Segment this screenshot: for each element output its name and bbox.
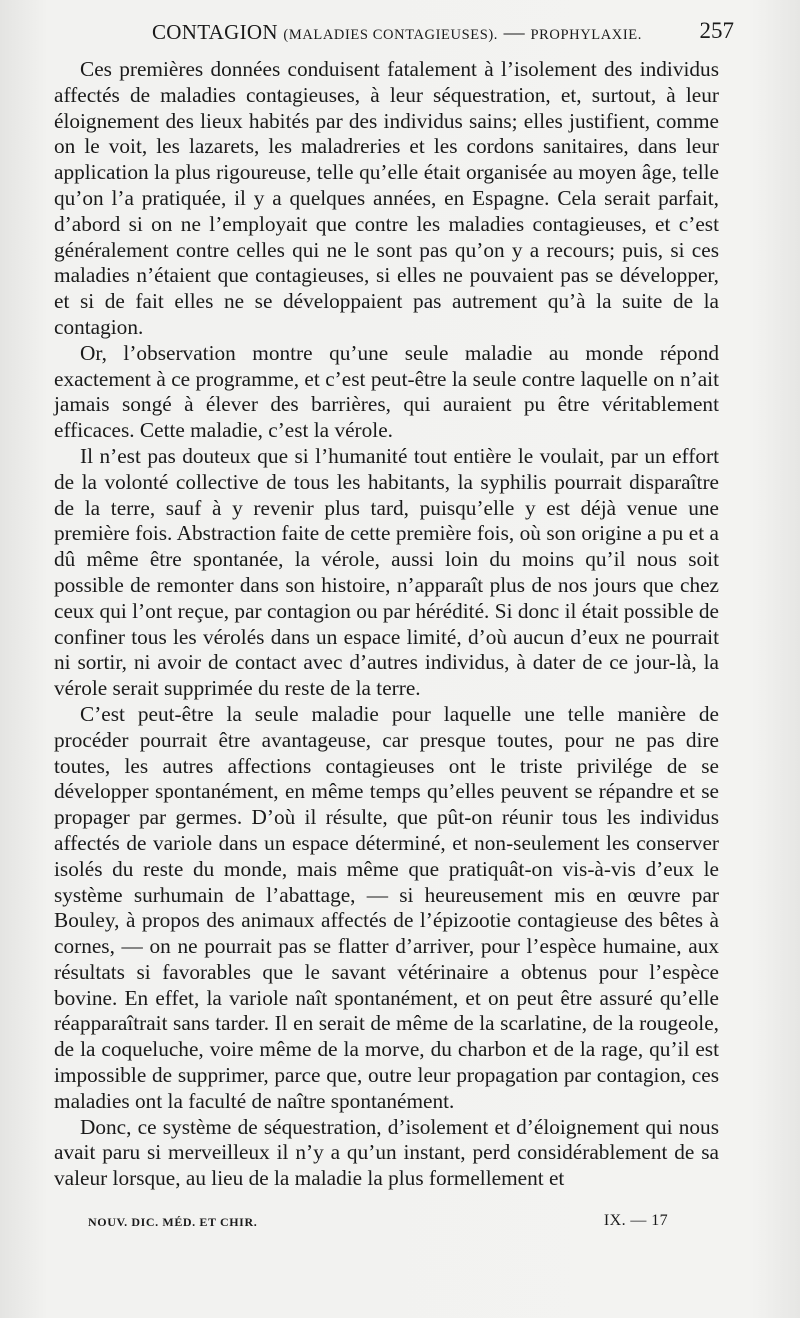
running-title-main: CONTAGION [152, 20, 278, 44]
paragraph: C’est peut-être la seule maladie pour laquelle une telle manière de procéder pourrait être avantageuse, car presque toutes, pour ne pas dire toutes, les autres affections contagieuses ont le triste privilége de se développer spontanément, en même temps qu’elles peuvent se répandre et se propager par germes. D’où il résulte, que pût-on réunir tous les individus affectés de variole dans un espace déterminé, et non-seulement les conserver isolés du reste du monde, mais même que pratiquât-on vis-à-vis d’eux le système surhumain de l’abattage, — si heureusement mis en œuvre par Bouley, à propos des animaux affectés de l’épizootie contagieuse des bêtes à cornes, — on ne pourrait pas se flatter d’arriver, pour l’espèce humaine, aux résultats si favorables que le savant vétérinaire a obtenus pour l’espèce bovine. En effet, la variole naît spontanément, et on peut être assuré qu’elle réapparaîtrait sans tarder. Il en serait de même de la scarlatine, de la rougeole, de la coqueluche, voire même de la morve, du charbon et de la rage, qu’il est impossible de supprimer, parce que, outre leur propagation par contagion, ces maladies ont la faculté de naître spontanément. [54, 701, 719, 1113]
paragraph: Ces premières données conduisent fatalement à l’isolement des individus affectés de maladies contagieuses, à leur séquestration, et, surtout, à leur éloignement des lieux habités par des individus sains; elles justifient, comme on le voit, les lazarets, les maladreries et les cordons sanitaires, dans leur application la plus rigoureuse, telle qu’elle était organisée au moyen âge, telle qu’on l’a pratiquée, il y a quelques années, en Espagne. Cela serait parfait, d’abord si on ne l’employait que contre les maladies contagieuses, et c’est généralement contre celles qui ne le sont pas qu’on y a recours; puis, si ces maladies n’étaient que contagieuses, si elles ne pouvaient pas se développer, et si de fait elles ne se développaient pas autrement qu’à la suite de la contagion. [54, 57, 719, 339]
running-title-dash: — [503, 20, 525, 44]
footer-signature-right: IX. — 17 [603, 1212, 668, 1229]
running-title-paren: (MALADIES CONTAGIEUSES). [283, 27, 499, 43]
footer-signature-left: NOUV. DIC. MÉD. ET CHIR. [88, 1215, 258, 1229]
page-footer [88, 1212, 668, 1234]
running-title-section: PROPHYLAXIE. [530, 27, 642, 43]
running-title [152, 20, 642, 45]
paragraph: Donc, ce système de séquestration, d’isolement et d’éloignement qui nous avait paru si merveilleux il n’y a qu’un instant, perd considérablement de sa valeur lorsque, au lieu de la maladie la plus formellement et [54, 1114, 719, 1191]
page-number: 257 [699, 18, 734, 43]
running-head [50, 18, 734, 50]
paragraph: Or, l’observation montre qu’une seule maladie au monde répond exactement à ce programme, et c’est peut-être la seule contre laquelle on n’ait jamais songé à élever des barrières, qui auraient pu être véritablement efficaces. Cette maladie, c’est la vérole. [54, 340, 719, 443]
paragraph: Il n’est pas douteux que si l’humanité tout entière le voulait, par un effort de la volonté collective de tous les habitants, la syphilis pourrait disparaître de la terre, sauf à y revenir plus tard, puisqu’elle y est déjà venue une première fois. Abstraction faite de cette première fois, où son origine a pu et a dû même être spontanée, la vérole, aussi loin du moins qu’il nous soit possible de remonter dans son histoire, n’apparaît plus de nos jours que chez ceux qui l’ont reçue, par contagion ou par hérédité. Si donc il était possible de confiner tous les vérolés dans un espace limité, d’où aucun d’eux ne pourrait ni sortir, ni avoir de contact avec d’autres individus, à dater de ce jour-là, la vérole serait supprimée du reste de la terre. [54, 443, 719, 701]
body-text [54, 57, 719, 1192]
